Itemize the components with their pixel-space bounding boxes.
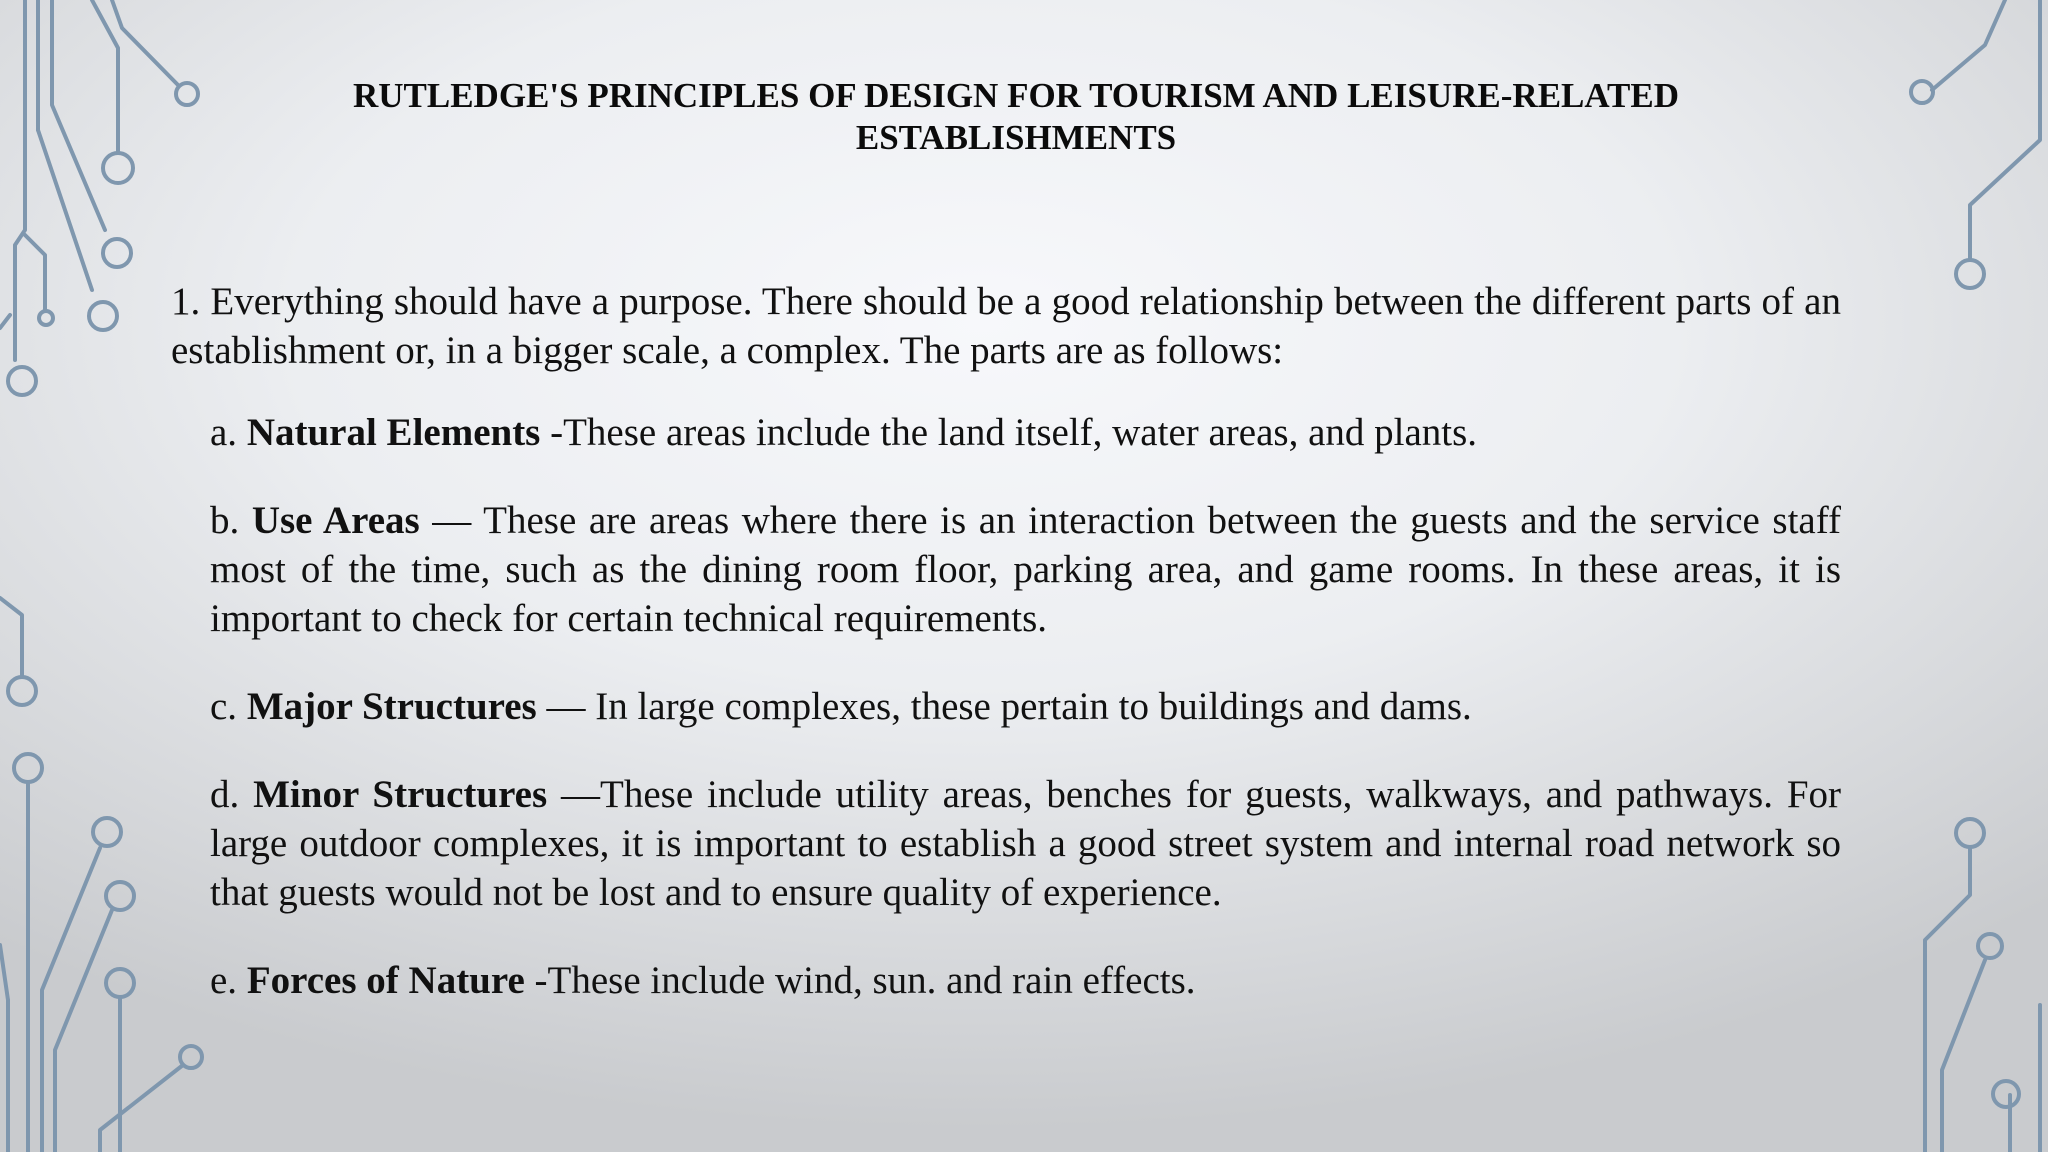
intro-paragraph: 1. Everything should have a purpose. There should be a good relationship between the different parts of an establishment or, in a bigger scale, a complex. The parts are as follows: [171, 280, 1841, 372]
item-text: -These areas include the land itself, water areas, and plants. [550, 411, 1478, 454]
item-letter: d. [210, 773, 240, 816]
list-item [210, 770, 1841, 917]
item-letter: c. [210, 685, 238, 728]
list-item [210, 682, 1841, 731]
item-letter: e. [210, 959, 238, 1002]
right-bottom-circuit [1925, 819, 2040, 1152]
item-letter: b. [210, 499, 240, 542]
slide-body [171, 277, 1841, 1005]
item-term: Natural Elements [246, 411, 541, 454]
item-term: Major Structures [246, 685, 537, 728]
item-text: -These include wind, sun. and rain effects. [534, 959, 1196, 1002]
list-item [210, 408, 1841, 457]
left-top-circuit [0, 0, 198, 395]
item-term: Use Areas [251, 499, 420, 542]
item-term: Minor Structures [253, 773, 548, 816]
list-item [210, 496, 1841, 643]
item-text: — These are areas where there is an interaction between the guests and the service staff most of the time, such as the dining room floor, parking area, and game rooms. In these areas, it is important to check for certain technical requirements. [210, 499, 1842, 640]
right-top-circuit [1911, 0, 2040, 288]
list-item [210, 956, 1841, 1005]
item-text: —These include utility areas, benches for guests, walkways, and pathways. For large outdoor complexes, it is important to establish a good street system and internal road network so that guests would not be lost and to ensure quality of experience. [210, 773, 1842, 914]
item-text: — In large complexes, these pertain to buildings and dams. [546, 685, 1472, 728]
item-letter: a. [210, 411, 238, 454]
slide-title: RUTLEDGE'S PRINCIPLES OF DESIGN FOR TOURISM AND LEISURE-RELATED ESTABLISHMENTS [352, 76, 1680, 157]
item-term: Forces of Nature [246, 959, 525, 1002]
